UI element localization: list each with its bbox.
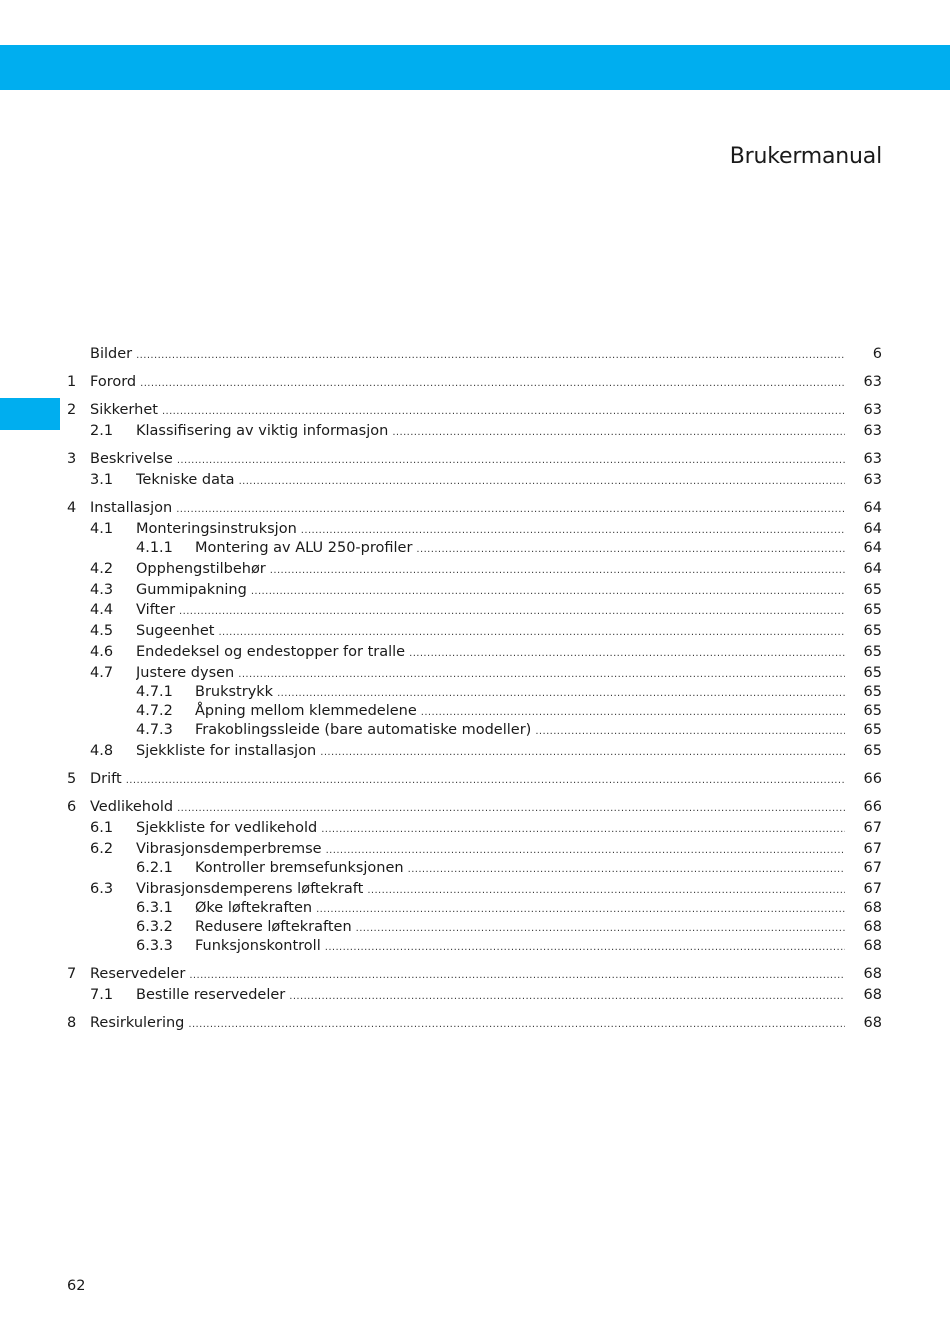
toc-entry[interactable]	[0, 400, 950, 420]
toc-entry-page: 65	[863, 743, 882, 759]
toc-entry-number: 4.1	[90, 521, 114, 537]
toc-entry-label: Bilder	[90, 346, 136, 362]
toc-entry[interactable]	[0, 701, 950, 721]
toc-entry-label: Installasjon	[90, 500, 176, 516]
toc-entry-label-leader	[195, 720, 845, 742]
toc-entry-label: Åpning mellom klemmedelene	[195, 703, 421, 719]
toc-entry[interactable]	[0, 580, 950, 600]
toc-entry-label-leader	[195, 936, 845, 958]
toc-entry-label-leader	[90, 449, 845, 471]
toc-entry-label: Sjekkliste for installasjon	[136, 743, 320, 759]
toc-entry-label-leader	[195, 538, 845, 560]
toc-entry-label-leader	[90, 769, 845, 791]
toc-entry-number: 4.7.3	[136, 722, 173, 738]
toc-entry-number: 3	[67, 451, 77, 467]
toc-entry-page: 68	[863, 987, 882, 1003]
toc-entry-label: Frakoblingssleide (bare automatiske modeller)	[195, 722, 535, 738]
toc-entry[interactable]	[0, 818, 950, 838]
toc-entry-label-leader	[90, 964, 845, 986]
toc-entry-label-leader	[136, 741, 845, 763]
toc-entry-page: 68	[863, 919, 882, 935]
toc-entry-label: Vibrasjonsdemperbremse	[136, 841, 326, 857]
toc-entry-label-leader	[136, 600, 845, 622]
toc-entry-label: Monteringsinstruksjon	[136, 521, 301, 537]
toc-entry-page: 65	[863, 722, 882, 738]
toc-entry-label-leader	[136, 470, 845, 492]
toc-entry[interactable]	[0, 858, 950, 878]
toc-entry[interactable]	[0, 985, 950, 1005]
toc-entry-number: 6.3	[90, 881, 114, 897]
toc-entry-label: Redusere løftekraften	[195, 919, 356, 935]
toc-entry-label-leader	[136, 642, 845, 664]
toc-entry-page: 67	[863, 841, 882, 857]
toc-entry-label: Montering av ALU 250-profiler	[195, 540, 416, 556]
toc-entry[interactable]	[0, 898, 950, 918]
toc-entry-page: 66	[863, 771, 882, 787]
toc-entry[interactable]	[0, 642, 950, 662]
toc-entry-page: 66	[863, 799, 882, 815]
toc-entry-label: Opphengstilbehør	[136, 561, 270, 577]
toc-entry-number: 1	[67, 374, 77, 390]
toc-entry-label-leader	[136, 559, 845, 581]
toc-entry-number: 4.2	[90, 561, 114, 577]
toc-entry[interactable]	[0, 559, 950, 579]
toc-entry-label: Forord	[90, 374, 140, 390]
toc-entry-page: 64	[863, 521, 882, 537]
toc-entry-label: Reservedeler	[90, 966, 189, 982]
toc-entry-page: 67	[863, 881, 882, 897]
toc-entry-number: 4.3	[90, 582, 114, 598]
toc-entry-number: 5	[67, 771, 77, 787]
toc-entry-page: 65	[863, 623, 882, 639]
toc-entry[interactable]	[0, 964, 950, 984]
toc-entry-page: 65	[863, 665, 882, 681]
toc-entry-number: 4.6	[90, 644, 114, 660]
toc-entry-number: 2	[67, 402, 77, 418]
toc-entry[interactable]	[0, 663, 950, 683]
toc-entry-label: Vedlikehold	[90, 799, 177, 815]
toc-entry-number: 6.2.1	[136, 860, 173, 876]
toc-entry-page: 65	[863, 703, 882, 719]
toc-entry[interactable]	[0, 917, 950, 937]
toc-entry-number: 4.7.2	[136, 703, 173, 719]
toc-entry-page: 63	[863, 451, 882, 467]
document-title: Brukermanual	[729, 144, 882, 169]
toc-entry-number: 4.5	[90, 623, 114, 639]
toc-entry-number: 6.3.1	[136, 900, 173, 916]
toc-entry-label: Vifter	[136, 602, 179, 618]
toc-entry-page: 68	[863, 938, 882, 954]
toc-entry-page: 63	[863, 423, 882, 439]
toc-entry-label: Kontroller bremsefunksjonen	[195, 860, 408, 876]
toc-entry-page: 68	[863, 1015, 882, 1031]
toc-entry-number: 4.4	[90, 602, 114, 618]
toc-entry-number: 4.1.1	[136, 540, 173, 556]
toc-entry-page: 64	[863, 540, 882, 556]
toc-entry-label: Sikkerhet	[90, 402, 162, 418]
toc-entry-label: Bestille reservedeler	[136, 987, 289, 1003]
toc-entry[interactable]	[0, 421, 950, 441]
toc-entry-number: 4.8	[90, 743, 114, 759]
toc-entry[interactable]	[0, 621, 950, 641]
toc-entry-label: Gummipakning	[136, 582, 251, 598]
toc-entry-label: Sugeenhet	[136, 623, 218, 639]
toc-entry[interactable]	[0, 498, 950, 518]
toc-entry-label: Justere dysen	[136, 665, 238, 681]
toc-entry[interactable]	[0, 519, 950, 539]
toc-entry-number: 3.1	[90, 472, 114, 488]
toc-entry-label: Resirkulering	[90, 1015, 188, 1031]
toc-entry-page: 67	[863, 860, 882, 876]
toc-entry[interactable]	[0, 720, 950, 740]
toc-entry-label-leader	[90, 344, 845, 366]
toc-entry-label-leader	[136, 818, 845, 840]
toc-entry-label-leader	[136, 421, 845, 443]
toc-entry-label-leader	[90, 1013, 845, 1035]
toc-entry-page: 65	[863, 684, 882, 700]
toc-entry-page: 65	[863, 644, 882, 660]
toc-entry-label: Klassifisering av viktig informasjon	[136, 423, 392, 439]
toc-entry[interactable]	[0, 372, 950, 392]
toc-entry-number: 6.3.3	[136, 938, 173, 954]
toc-entry-label: Beskrivelse	[90, 451, 177, 467]
page-number: 62	[67, 1278, 86, 1294]
toc-entry-page: 64	[863, 561, 882, 577]
header-color-band	[0, 45, 950, 90]
toc-entry[interactable]	[0, 538, 950, 558]
toc-entry-page: 63	[863, 374, 882, 390]
toc-entry-number: 7.1	[90, 987, 114, 1003]
toc-entry-page: 64	[863, 500, 882, 516]
toc-entry-label: Tekniske data	[136, 472, 239, 488]
toc-entry-page: 65	[863, 582, 882, 598]
toc-entry[interactable]	[0, 936, 950, 956]
toc-entry[interactable]	[0, 839, 950, 859]
toc-entry-label: Drift	[90, 771, 126, 787]
toc-entry[interactable]	[0, 449, 950, 469]
toc-entry-label-leader	[136, 985, 845, 1007]
toc-entry-page: 67	[863, 820, 882, 836]
toc-entry[interactable]	[0, 682, 950, 702]
toc-entry-page: 63	[863, 472, 882, 488]
toc-entry-number: 7	[67, 966, 77, 982]
toc-entry-page: 6	[872, 346, 882, 362]
toc-entry[interactable]	[0, 769, 950, 789]
toc-entry-number: 4.7.1	[136, 684, 173, 700]
toc-entry-label: Sjekkliste for vedlikehold	[136, 820, 321, 836]
toc-entry[interactable]	[0, 344, 950, 364]
toc-entry-label-leader	[90, 498, 845, 520]
toc-entry-label: Funksjonskontroll	[195, 938, 325, 954]
toc-entry-number: 6.2	[90, 841, 114, 857]
toc-entry-page: 68	[863, 900, 882, 916]
toc-entry-label-leader	[90, 797, 845, 819]
toc-entry-number: 6.1	[90, 820, 114, 836]
toc-entry[interactable]	[0, 470, 950, 490]
toc-entry-label: Vibrasjonsdemperens løftekraft	[136, 881, 367, 897]
toc-entry-number: 6.3.2	[136, 919, 173, 935]
toc-entry[interactable]	[0, 741, 950, 761]
toc-entry-label-leader	[195, 858, 845, 880]
toc-entry[interactable]	[0, 1013, 950, 1033]
toc-entry-label-leader	[90, 400, 845, 422]
toc-entry-label: Endedeksel og endestopper for tralle	[136, 644, 409, 660]
toc-entry[interactable]	[0, 879, 950, 899]
toc-entry[interactable]	[0, 600, 950, 620]
toc-entry-label: Brukstrykk	[195, 684, 277, 700]
toc-entry[interactable]	[0, 797, 950, 817]
toc-entry-page: 68	[863, 966, 882, 982]
toc-entry-number: 4.7	[90, 665, 114, 681]
toc-entry-page: 65	[863, 602, 882, 618]
toc-entry-number: 6	[67, 799, 77, 815]
toc-entry-number: 8	[67, 1015, 77, 1031]
toc-entry-number: 4	[67, 500, 77, 516]
toc-entry-page: 63	[863, 402, 882, 418]
toc-entry-label-leader	[136, 580, 845, 602]
toc-entry-label: Øke løftekraften	[195, 900, 316, 916]
toc-entry-label-leader	[90, 372, 845, 394]
toc-entry-number: 2.1	[90, 423, 114, 439]
toc-entry-label-leader	[136, 621, 845, 643]
